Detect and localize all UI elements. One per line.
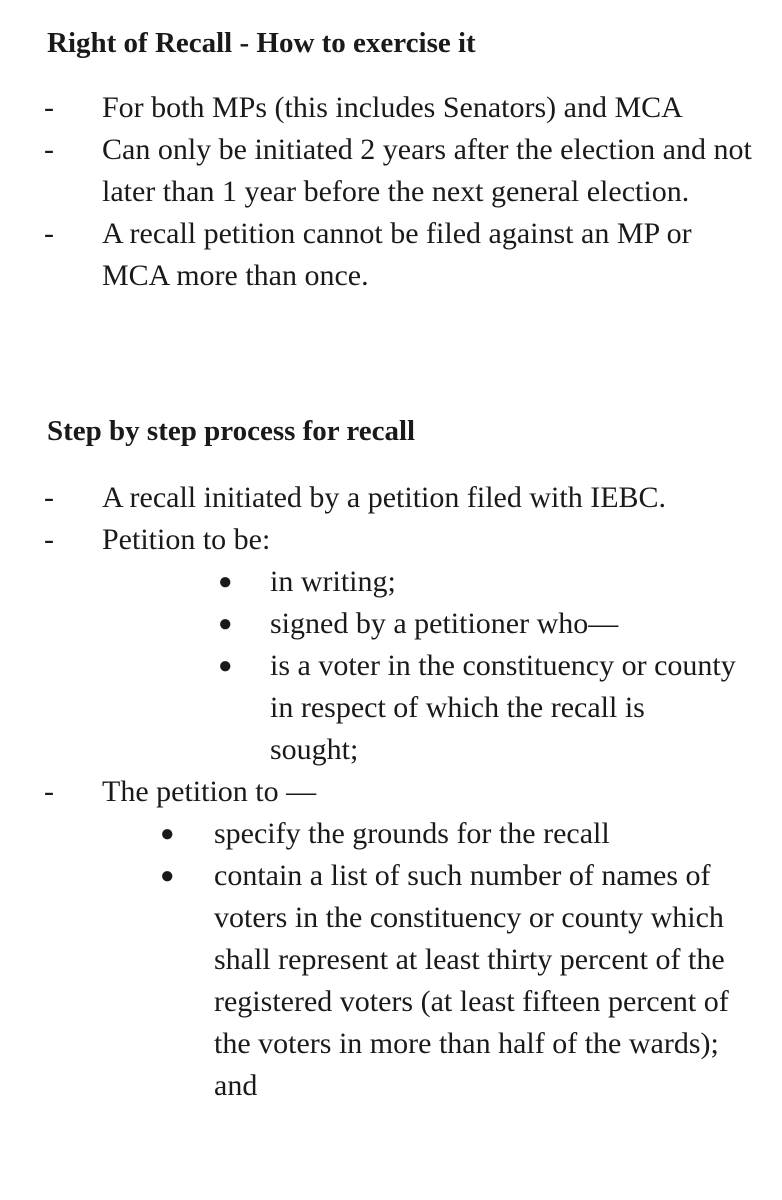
dash-marker: -: [44, 775, 54, 808]
dash-marker: -: [44, 523, 54, 556]
petition-requirements-list: [0, 561, 752, 771]
recall-rules-list: [0, 87, 752, 297]
dash-marker: -: [44, 481, 54, 514]
bullet-item: [0, 855, 752, 1107]
dash-marker: -: [44, 91, 54, 124]
list-item: [0, 87, 752, 129]
section-heading-step-by-step: Step by step process for recall: [47, 415, 416, 447]
bullet-item: [0, 561, 752, 603]
bullet-dot-icon: ●: [218, 611, 233, 637]
petition-contents-group: [0, 813, 752, 1107]
bullet-text: signed by a petitioner who—: [270, 607, 619, 640]
petition-requirements-group: [0, 561, 752, 771]
petition-contents-list: [0, 813, 752, 1107]
bullet-text: specify the grounds for the recall: [214, 817, 610, 850]
list-item: [0, 771, 752, 813]
list-item-text: Petition to be:: [102, 523, 271, 556]
bullet-item: [0, 603, 752, 645]
list-item: [0, 129, 752, 213]
bullet-dot-icon: ●: [218, 569, 233, 595]
bullet-dot-icon: ●: [160, 821, 175, 847]
recall-process-list: [0, 477, 752, 1107]
dash-marker: -: [44, 133, 54, 166]
bullet-text: contain a list of such number of names of voters in the constituency or county which shall represent at least thirty percent of the registered voters (at least fifteen percent of the voters in more than half of the wards); and: [214, 859, 729, 1102]
bullet-dot-icon: ●: [218, 653, 233, 679]
bullet-item: [0, 813, 752, 855]
list-item-text: For both MPs (this includes Senators) and MCA: [102, 91, 683, 124]
list-item-text: A recall petition cannot be filed against an MP or MCA more than once.: [102, 217, 692, 292]
section-heading-right-of-recall: Right of Recall - How to exercise it: [47, 27, 476, 59]
list-item-text: Can only be initiated 2 years after the election and not later than 1 year before the next general election.: [102, 133, 752, 208]
list-item-text: A recall initiated by a petition filed with IEBC.: [102, 481, 667, 514]
bullet-text: is a voter in the constituency or county in respect of which the recall is sought;: [270, 649, 736, 766]
list-item-text: The petition to —: [102, 775, 317, 808]
list-item: [0, 213, 752, 297]
dash-marker: -: [44, 217, 54, 250]
bullet-text: in writing;: [270, 565, 396, 598]
list-item: [0, 519, 752, 561]
bullet-item: [0, 645, 752, 771]
bullet-dot-icon: ●: [160, 863, 175, 889]
list-item: [0, 477, 752, 519]
